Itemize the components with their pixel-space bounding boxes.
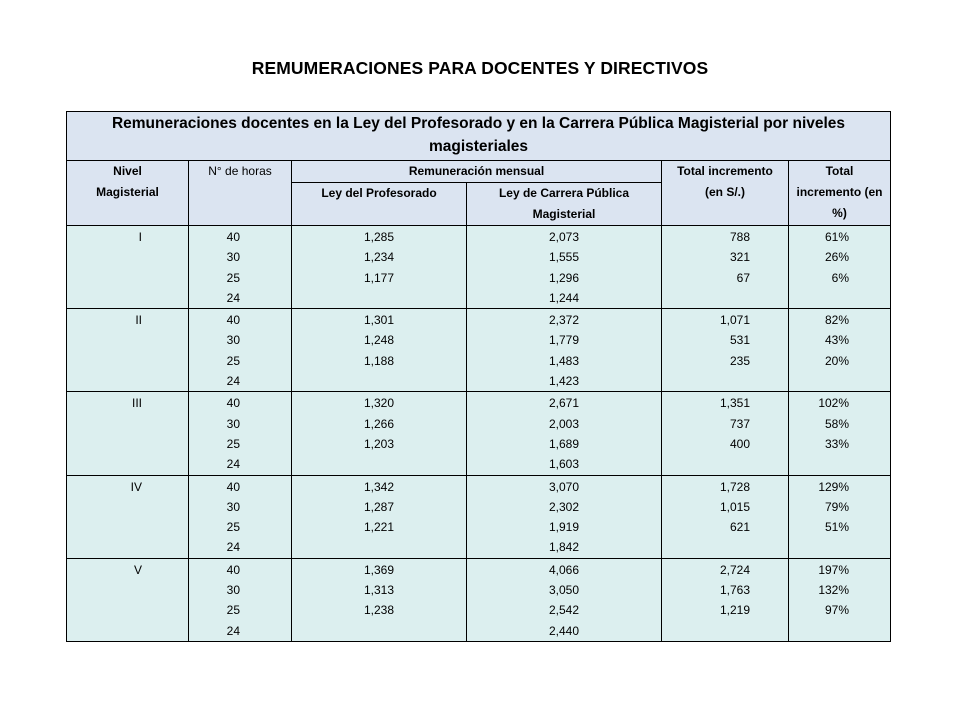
cell-value: 25 [226,270,240,285]
ley-profesorado-cell [292,392,467,475]
cell-value: 30 [226,583,240,598]
cell-value: 1,919 [548,520,579,535]
cell-value: 25 [226,603,240,618]
cell-value: 1,320 [363,396,394,411]
cell-value: 82% [824,313,850,328]
cell-value: 2,542 [548,603,579,618]
header-ley-carrera: Ley de Carrera Pública Magisterial [467,183,662,226]
cell-value: 30 [226,499,240,514]
horas-cell [189,475,292,558]
cell-value: 1,203 [363,436,394,451]
total-soles-cell [662,226,789,309]
cell-value: 1,238 [363,603,394,618]
cell-value: 24 [226,290,240,305]
total-pct-cell [789,309,891,392]
horas-cell [189,558,292,641]
cell-value: 24 [226,540,240,555]
ley-carrera-cell [467,392,662,475]
cell-value: 1,219 [719,603,750,618]
table-row [67,309,891,392]
total-soles-cell [662,475,789,558]
header-total-pct: Total incremento (en %) [789,161,891,226]
cell-value: 1,689 [548,436,579,451]
cell-value: 400 [729,436,750,451]
cell-value: 621 [729,520,750,535]
cell-value: 1,248 [363,333,394,348]
cell-value: 61% [824,230,850,244]
cell-value: 2,302 [548,499,579,514]
cell-value: 235 [729,353,750,368]
cell-value: 1,234 [363,250,394,265]
cell-value: 1,071 [719,313,750,328]
cell-value: 1,483 [548,353,579,368]
total-pct-cell [789,558,891,641]
cell-value: 30 [226,250,240,265]
cell-value: 1,313 [363,583,394,598]
cell-value: 25 [226,353,240,368]
cell-value: 24 [226,457,240,472]
cell-value: 1,015 [719,499,750,514]
cell-value: 40 [226,396,240,411]
nivel-cell [67,558,189,641]
ley-carrera-cell [467,309,662,392]
cell-value: 102% [818,396,850,411]
cell-value: 79% [824,499,850,514]
cell-value: 25 [226,520,240,535]
total-pct-cell [789,226,891,309]
cell-value: V [133,562,142,577]
nivel-cell [67,392,189,475]
table-row [67,558,891,641]
cell-value: 1,221 [363,520,394,535]
cell-value: 1,188 [363,353,394,368]
cell-value: 2,003 [548,416,579,431]
ley-profesorado-cell [292,226,467,309]
table-row [67,226,891,309]
cell-value: 58% [824,416,850,431]
cell-value: 26% [824,250,850,265]
table-body [67,226,891,642]
ley-profesorado-cell [292,558,467,641]
cell-value: 67 [736,270,750,285]
page-title: REMUMERACIONES PARA DOCENTES Y DIRECTIVOS [251,58,709,78]
cell-value: 6% [831,270,850,285]
total-soles-cell [662,309,789,392]
cell-value: 1,285 [363,230,394,244]
nivel-cell [67,309,189,392]
cell-value: 40 [226,230,240,244]
header-ley-profesorado: Ley del Profesorado [292,183,467,226]
cell-value: 40 [226,313,240,328]
cell-value: 2,671 [548,396,579,411]
cell-value: 2,724 [719,562,750,577]
cell-value: 2,440 [548,623,579,638]
table-row [67,392,891,475]
cell-value: 737 [729,416,750,431]
cell-value: 33% [824,436,850,451]
cell-value: 1,301 [363,313,394,328]
cell-value: 4,066 [548,562,579,577]
cell-value: 1,342 [363,479,394,494]
cell-value: 531 [729,333,750,348]
horas-cell [189,392,292,475]
cell-value: 1,423 [548,374,579,389]
ley-profesorado-cell [292,475,467,558]
cell-value: 132% [818,583,850,598]
cell-value: 1,842 [548,540,579,555]
cell-value: 43% [824,333,850,348]
remuneration-table [66,111,891,642]
nivel-cell [67,226,189,309]
horas-cell [189,226,292,309]
cell-value: 1,779 [548,333,579,348]
header-total-soles: Total incremento (en S/.) [662,161,789,226]
cell-value: 129% [818,479,850,494]
ley-carrera-cell [467,558,662,641]
cell-value: 3,070 [548,479,579,494]
cell-value: 1,603 [548,457,579,472]
cell-value: 321 [729,250,750,265]
cell-value: 1,351 [719,396,750,411]
header-remuneracion: Remuneración mensual [292,161,662,183]
cell-value: 1,763 [719,583,750,598]
cell-value: 2,073 [548,230,579,244]
header-nivel: Nivel Magisterial [67,161,189,226]
horas-cell [189,309,292,392]
cell-value: 2,372 [548,313,579,328]
cell-value: 197% [818,562,850,577]
cell-value: 1,728 [719,479,750,494]
total-pct-cell [789,475,891,558]
table-row [67,475,891,558]
table-caption: Remuneraciones docentes en la Ley del Profesorado y en la Carrera Pública Magisterial por niveles magisteriales [67,112,891,161]
header-horas: N° de horas [189,161,292,226]
ley-carrera-cell [467,475,662,558]
cell-value: 3,050 [548,583,579,598]
nivel-cell [67,475,189,558]
cell-value: 51% [824,520,850,535]
cell-value: 30 [226,333,240,348]
cell-value: 1,244 [548,290,579,305]
cell-value: 25 [226,436,240,451]
total-soles-cell [662,392,789,475]
ley-carrera-cell [467,226,662,309]
cell-value: 1,296 [548,270,579,285]
cell-value: II [135,313,142,328]
cell-value: 1,287 [363,499,394,514]
cell-value: I [138,230,142,244]
cell-value: 24 [226,374,240,389]
ley-profesorado-cell [292,309,467,392]
cell-value: 1,555 [548,250,579,265]
cell-value: 20% [824,353,850,368]
cell-value: 1,266 [363,416,394,431]
cell-value: III [131,396,142,411]
cell-value: 1,177 [363,270,394,285]
cell-value: 40 [226,479,240,494]
total-pct-cell [789,392,891,475]
cell-value: IV [130,479,142,494]
cell-value: 97% [824,603,850,618]
cell-value: 40 [226,562,240,577]
cell-value: 24 [226,623,240,638]
cell-value: 1,369 [363,562,394,577]
cell-value: 30 [226,416,240,431]
total-soles-cell [662,558,789,641]
cell-value: 788 [729,230,750,244]
